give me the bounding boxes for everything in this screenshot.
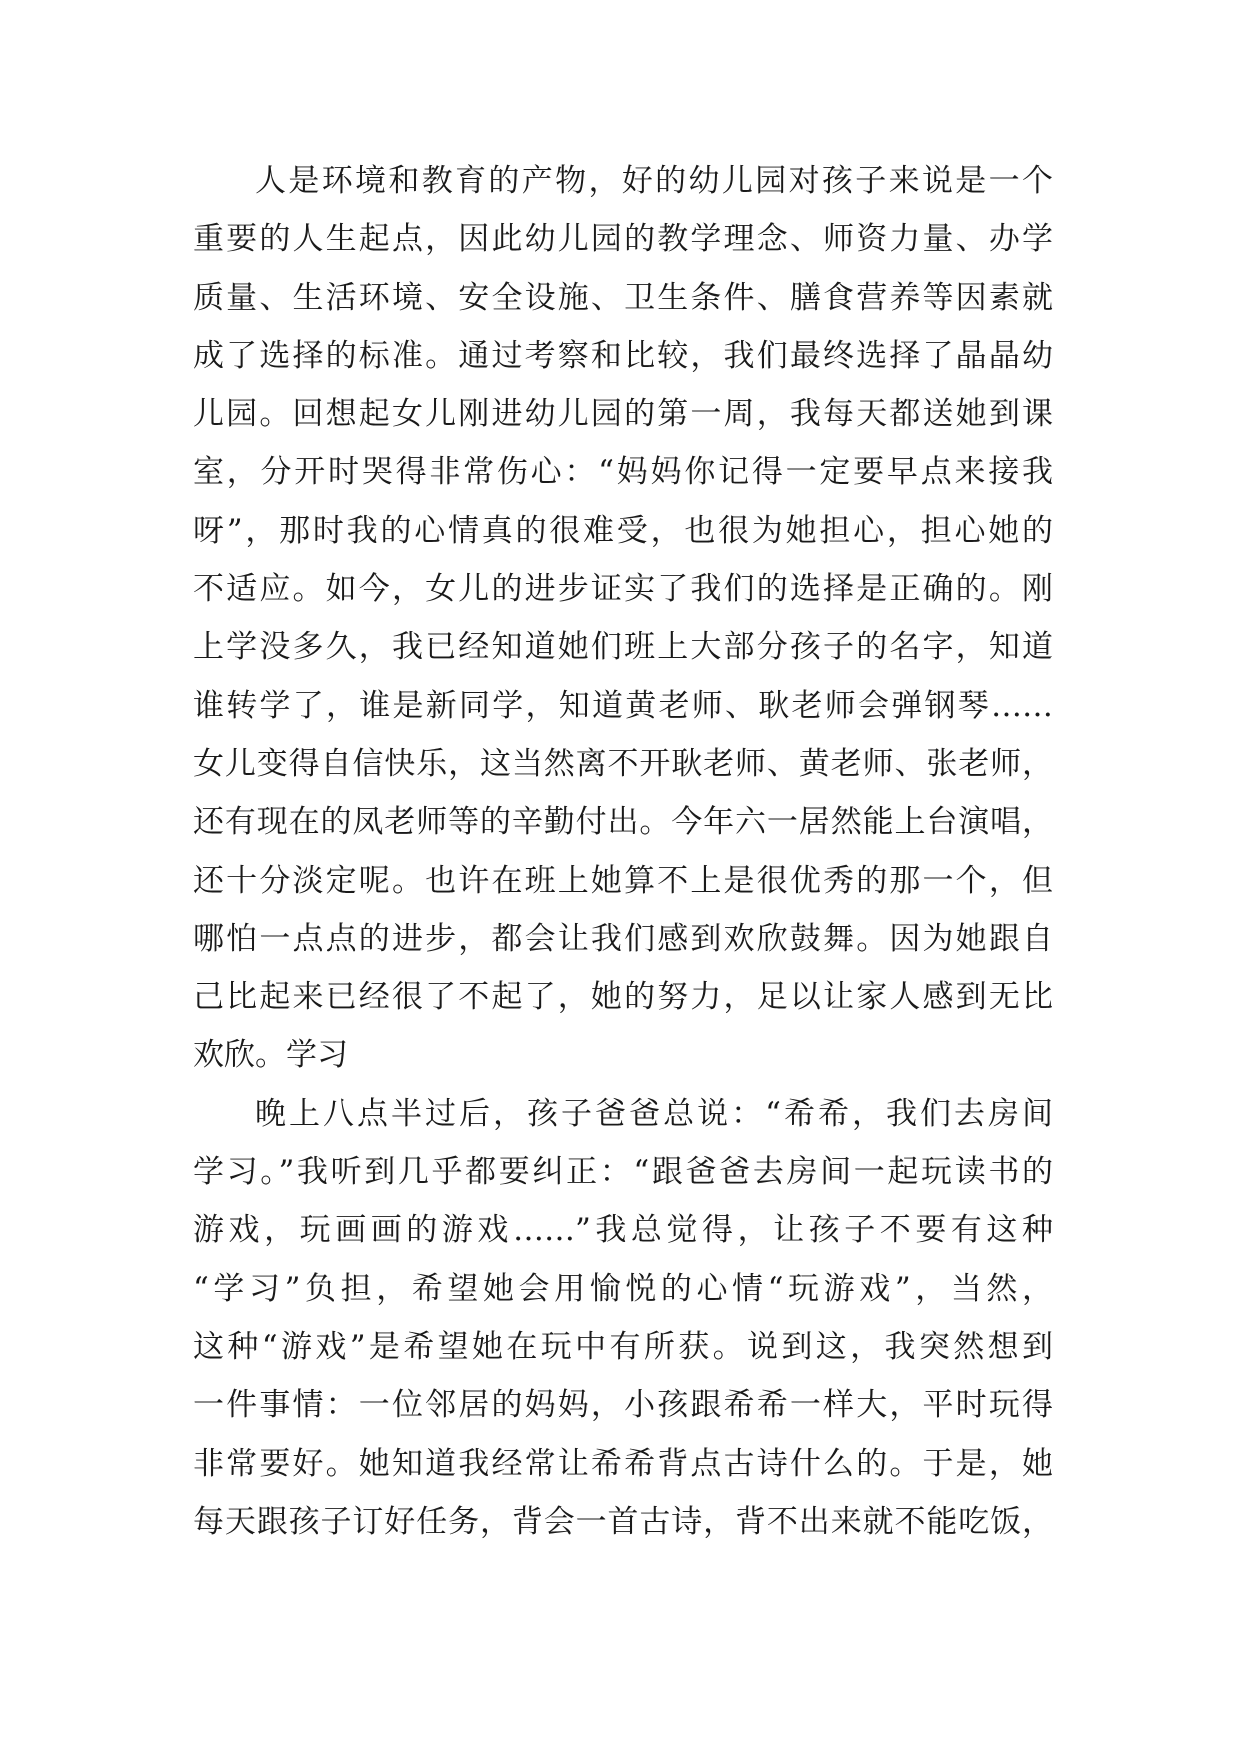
text-line: 这种“游戏”是希望她在玩中有所获。说到这，我突然想到 [193,1328,1053,1365]
text-line: 上学没多久，我已经知道她们班上大部分孩子的名字，知道 [193,629,1053,666]
text-line: 己比起来已经很了不起了，她的努力，足以让家人感到无比 [193,979,1053,1016]
text-line: 不适应。如今，女儿的进步证实了我们的选择是正确的。刚 [193,571,1053,608]
text-line: 谁转学了，谁是新同学，知道黄老师、耿老师会弹钢琴…… [193,687,1053,724]
text-line: 游戏，玩画画的游戏……”我总觉得，让孩子不要有这种 [193,1212,1053,1249]
text-line: 一件事情：一位邻居的妈妈，小孩跟希希一样大，平时玩得 [193,1387,1053,1424]
text-line: 哪怕一点点的进步，都会让我们感到欢欣鼓舞。因为她跟自 [193,920,1053,957]
text-line: 晚上八点半过后，孩子爸爸总说：“希希，我们去房间 [255,1095,1053,1132]
text-line: 学习。”我听到几乎都要纠正：“跟爸爸去房间一起玩读书的 [193,1154,1053,1191]
text-line: 成了选择的标准。通过考察和比较，我们最终选择了晶晶幼 [193,337,1053,374]
text-line: “学习”负担，希望她会用愉悦的心情“玩游戏”，当然， [193,1270,1053,1307]
text-line: 还有现在的凤老师等的辛勤付出。今年六一居然能上台演唱， [193,804,1053,841]
text-line: 儿园。回想起女儿刚进幼儿园的第一周，我每天都送她到课 [193,396,1053,433]
text-line: 非常要好。她知道我经常让希希背点古诗什么的。于是，她 [193,1445,1053,1482]
text-line: 呀”，那时我的心情真的很难受，也很为她担心，担心她的 [193,512,1053,549]
text-line: 室，分开时哭得非常伤心：“妈妈你记得一定要早点来接我 [193,454,1053,491]
text-line: 人是环境和教育的产物，好的幼儿园对孩子来说是一个 [255,163,1053,199]
text-line: 重要的人生起点，因此幼儿园的教学理念、师资力量、办学 [193,221,1053,258]
text-line: 欢欣。学习 [193,1037,348,1074]
document-body [193,152,1053,1551]
paragraph-1 [193,152,1053,1085]
text-line: 还十分淡定呢。也许在班上她算不上是很优秀的那一个，但 [193,862,1053,899]
text-line: 质量、生活环境、安全设施、卫生条件、膳食营养等因素就 [193,279,1053,316]
paragraph-2 [193,1085,1053,1551]
text-line: 女儿变得自信快乐，这当然离不开耿老师、黄老师、张老师， [193,745,1053,782]
text-line: 每天跟孩子订好任务，背会一首古诗，背不出来就不能吃饭， [193,1503,1053,1540]
